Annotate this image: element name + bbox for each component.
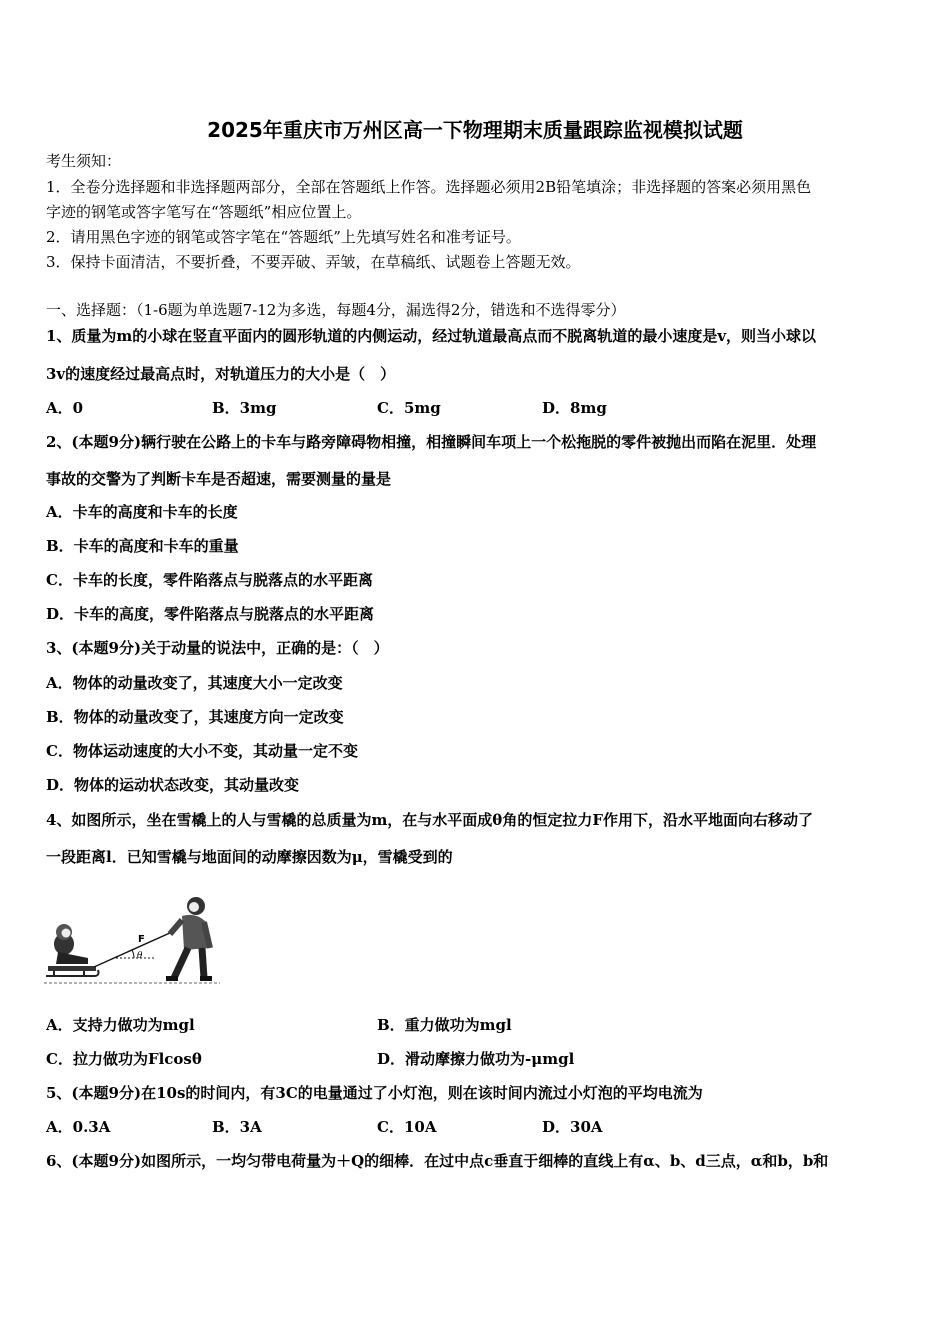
question-5-text: 5、(本题9分)在10s的时间内，有3C的电量通过了小灯泡，则在该时间内流过小灯泡的平均电流为 [46,1084,703,1102]
q3-option-c: C．物体运动速度的大小不变，其动量一定不变 [46,742,358,760]
q2-option-a: A．卡车的高度和卡车的长度 [46,503,238,521]
q4-option-c: C．拉力做功为Flcosθ [46,1050,202,1068]
q4-option-d: D．滑动摩擦力做功为-μmgl [377,1050,575,1068]
q2-option-d: D．卡车的高度，零件陷落点与脱落点的水平距离 [46,605,375,623]
question-1-text: 3v的速度经过最高点时，对轨道压力的大小是（ ） [46,365,396,383]
question-1-text: 1、质量为m的小球在竖直平面内的圆形轨道的内侧运动，经过轨道最高点而不脱离轨道的最小速度是v，则当小球以 [46,327,817,345]
notice-item: 1．全卷分选择题和非选择题两部分，全部在答题纸上作答。选择题必须用2B铅笔填涂；非选择题的答案必须用黑色 [46,178,812,196]
q1-option-d: D．8mg [542,399,607,417]
notice-item: 2．请用黑色字迹的钢笔或答字笔在“答题纸”上先填写姓名和准考证号。 [46,228,521,246]
q5-option-b: B．3A [212,1118,262,1136]
question-2-text: 2、(本题9分)辆行驶在公路上的卡车与路旁障碍物相撞，相撞瞬间车项上一个松拖脱的零件被抛出而陷在泥里．处理 [46,433,817,451]
q4-option-b: B．重力做功为mgl [377,1016,512,1034]
q1-option-c: C．5mg [377,399,441,417]
q5-option-a: A．0.3A [46,1118,111,1136]
q3-option-b: B．物体的动量改变了，其速度方向一定改变 [46,708,344,726]
sled-illustration [44,892,220,987]
q1-option-b: B．3mg [212,399,277,417]
question-2-text: 事故的交警为了判断卡车是否超速，需要测量的量是 [46,470,392,488]
question-3-text: 3、(本题9分)关于动量的说法中，正确的是：（ ） [46,639,389,657]
q4-option-a: A．支持力做功为mgl [46,1016,195,1034]
notice-item: 3．保持卡面清洁，不要折叠，不要弄破、弄皱，在草稿纸、试题卷上答题无效。 [46,253,581,271]
question-4-text: 4、如图所示，坐在雪橇上的人与雪橇的总质量为m，在与水平面成θ角的恒定拉力F作用下，沿水平地面向右移动了 [46,811,813,829]
notice-heading: 考生须知： [46,152,122,170]
question-4-text: 一段距离l．已知雪橇与地面间的动摩擦因数为μ，雪橇受到的 [46,848,453,866]
section-heading: 一、选择题：（1-6题为单选题7-12为多选，每题4分，漏选得2分，错选和不选得零分） [46,301,626,319]
q3-option-d: D．物体的运动状态改变，其动量改变 [46,776,300,794]
q1-option-a: A．0 [46,399,84,417]
question-6-text: 6、(本题9分)如图所示，一均匀带电荷量为＋Q的细棒．在过中点c垂直于细棒的直线上有α、b、d三点，α和b，b和 [46,1152,829,1170]
page-title: 2025年重庆市万州区高一下物理期末质量跟踪监视模拟试题 [207,118,743,142]
q2-option-c: C．卡车的长度，零件陷落点与脱落点的水平距离 [46,571,373,589]
sled-figure [44,892,220,987]
notice-item: 字迹的钢笔或答字笔写在“答题纸”相应位置上。 [46,203,362,221]
q5-option-d: D．30A [542,1118,603,1136]
force-label: F [138,934,145,945]
q5-option-c: C．10A [377,1118,437,1136]
q2-option-b: B．卡车的高度和卡车的重量 [46,537,239,555]
angle-label: θ [137,951,143,961]
q3-option-a: A．物体的动量改变了，其速度大小一定改变 [46,674,343,692]
